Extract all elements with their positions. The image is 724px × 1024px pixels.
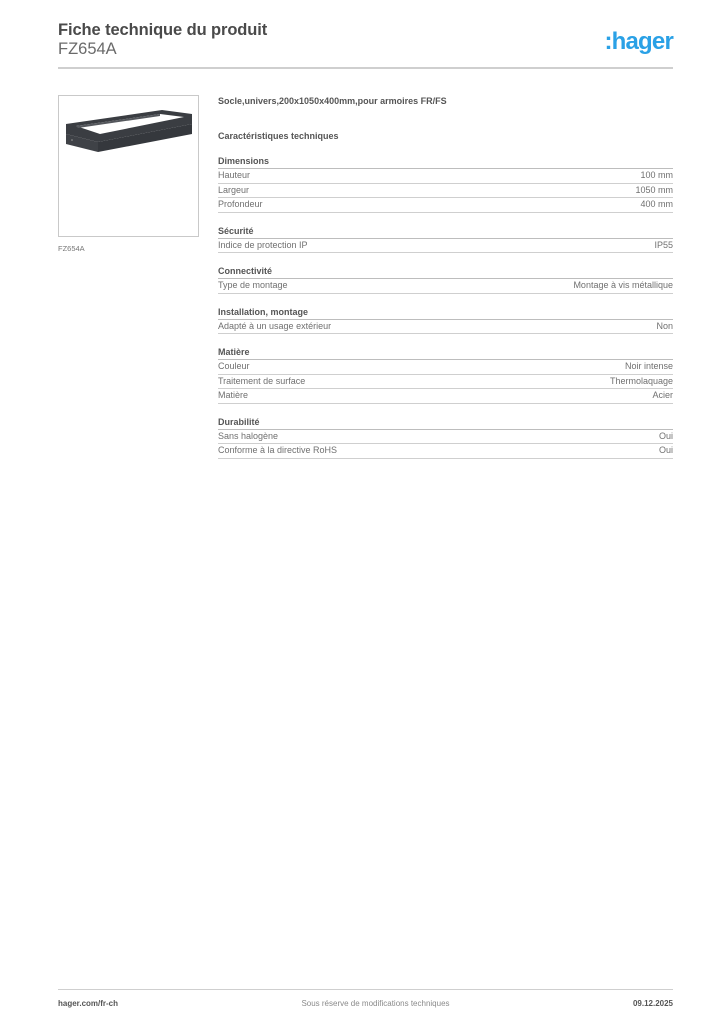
spec-row: [218, 389, 673, 404]
spec-row: [218, 279, 673, 294]
spec-value: Noir intense: [624, 361, 673, 371]
spec-row: [218, 430, 673, 445]
footer-website-link[interactable]: hager.com/fr-ch: [58, 999, 119, 1008]
document-title: Fiche technique du produit: [58, 21, 268, 39]
spec-label: Sans halogène: [218, 430, 279, 441]
page-header: [58, 20, 673, 59]
spec-row: [218, 239, 673, 254]
spec-label: Type de montage: [218, 280, 288, 290]
group-title: Connectivité: [218, 265, 673, 279]
spec-value: 400 mm: [640, 199, 673, 209]
spec-row: [218, 198, 673, 213]
spec-value: Montage à vis métallique: [573, 280, 673, 290]
spec-value: Non: [656, 320, 673, 331]
product-reference: FZ654A: [58, 40, 117, 58]
group-title: Matière: [218, 346, 673, 360]
page-footer: [58, 998, 673, 1010]
footer-date: 09.12.2025: [632, 999, 673, 1008]
spec-label: Conforme à la directive RoHS: [218, 445, 338, 455]
spec-row: [218, 444, 673, 459]
spec-value: IP55: [654, 239, 673, 250]
group-title: Dimensions: [218, 155, 673, 169]
specs-heading: Caractéristiques techniques: [218, 131, 339, 141]
spec-value: Acier: [652, 390, 673, 400]
spec-value: Oui: [658, 430, 673, 441]
spec-value: Thermolaquage: [609, 375, 673, 386]
spec-label: Adapté à un usage extérieur: [218, 320, 332, 331]
group-title: Durabilité: [218, 416, 673, 430]
spec-label: Largeur: [218, 184, 250, 195]
footer-disclaimer: Sous réserve de modifications techniques: [301, 999, 450, 1008]
product-description: Socle,univers,200x1050x400mm,pour armoires FR/FS: [218, 96, 447, 106]
spec-row: [218, 169, 673, 184]
spec-row: [218, 184, 673, 199]
spec-group-durabilite: [218, 416, 673, 459]
spec-group-matiere: [218, 346, 673, 404]
spec-row: [218, 360, 673, 375]
spec-row: [218, 320, 673, 335]
header-divider: [58, 67, 673, 69]
spec-label: Matière: [218, 390, 249, 400]
product-image-frame: [58, 95, 199, 237]
spec-row: [218, 375, 673, 390]
group-title: Sécurité: [218, 225, 673, 239]
hager-logo: :hager: [604, 28, 673, 55]
group-title: Installation, montage: [218, 306, 673, 320]
spec-label: Traitement de surface: [218, 375, 306, 386]
product-content: [218, 94, 673, 459]
spec-value: 100 mm: [640, 170, 673, 180]
spec-label: Profondeur: [218, 199, 263, 209]
spec-label: Indice de protection IP: [218, 239, 308, 250]
spec-group-connectivite: [218, 265, 673, 294]
spec-value: Oui: [658, 445, 673, 455]
spec-group-installation: [218, 306, 673, 335]
spec-value: 1050 mm: [635, 184, 673, 195]
product-image-caption: FZ654A: [58, 244, 85, 253]
spec-label: Hauteur: [218, 170, 251, 180]
spec-label: Couleur: [218, 361, 250, 371]
footer-divider: [58, 989, 673, 990]
spec-group-dimensions: [218, 155, 673, 213]
spec-group-securite: [218, 225, 673, 254]
product-socle-image-icon: [64, 104, 194, 156]
